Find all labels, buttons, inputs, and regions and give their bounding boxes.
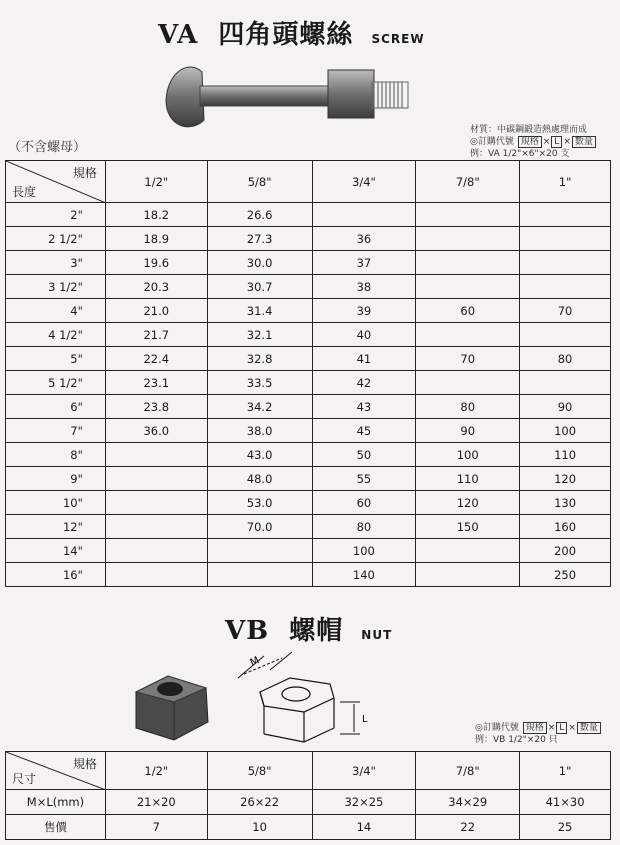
price-cell: 10 <box>207 815 312 840</box>
weight-cell <box>416 227 520 251</box>
material-note: 材質：中碳鋼鍛造熱處理而成 <box>470 125 588 135</box>
weight-cell: 21.7 <box>105 323 207 347</box>
weight-cell: 70 <box>520 299 611 323</box>
length-cell: 6" <box>6 395 106 419</box>
weight-cell: 41 <box>312 347 416 371</box>
weight-cell: 60 <box>312 491 416 515</box>
weight-cell: 90 <box>520 395 611 419</box>
length-cell: 5" <box>6 347 106 371</box>
table-row <box>6 251 611 275</box>
col-header: 1" <box>520 161 611 203</box>
table-row <box>6 563 611 587</box>
weight-cell: 38 <box>312 275 416 299</box>
weight-cell <box>416 371 520 395</box>
col-header: 1/2" <box>105 161 207 203</box>
length-cell: 8" <box>6 443 106 467</box>
table-row <box>6 515 611 539</box>
weight-cell: 36 <box>312 227 416 251</box>
nut-order-code-note: ◎訂購代號 規格 × L × 數量 <box>475 722 602 734</box>
weight-cell <box>105 563 207 587</box>
weight-cell <box>520 371 611 395</box>
weight-cell: 53.0 <box>207 491 312 515</box>
table-row <box>6 419 611 443</box>
weight-cell: 130 <box>520 491 611 515</box>
weight-cell: 110 <box>520 443 611 467</box>
table-row <box>6 491 611 515</box>
weight-cell: 36.0 <box>105 419 207 443</box>
weight-cell <box>416 323 520 347</box>
weight-cell: 80 <box>520 347 611 371</box>
nut-notes <box>475 722 602 746</box>
weight-cell <box>105 443 207 467</box>
screw-title <box>158 14 425 51</box>
weight-cell <box>520 275 611 299</box>
weight-cell: 200 <box>520 539 611 563</box>
weight-cell: 30.0 <box>207 251 312 275</box>
weight-cell <box>105 467 207 491</box>
col-header: 7/8" <box>416 161 520 203</box>
weight-cell: 31.4 <box>207 299 312 323</box>
nut-title-en: NUT <box>361 628 393 642</box>
length-cell: 3" <box>6 251 106 275</box>
price-cell: 7 <box>105 815 207 840</box>
diagram-m-label: M <box>248 655 262 669</box>
weight-cell: 39 <box>312 299 416 323</box>
weight-cell: 45 <box>312 419 416 443</box>
length-cell: 3 1/2" <box>6 275 106 299</box>
nut-corner-cell: 規格 尺寸 <box>6 752 106 790</box>
order-code-note: ◎訂購代號 規格 × L × 數量 <box>470 136 597 148</box>
col-header: 3/4" <box>312 752 416 790</box>
weight-cell <box>520 323 611 347</box>
price-label: 售價 <box>6 815 106 840</box>
price-cell: 22 <box>416 815 520 840</box>
nut-title <box>225 610 392 647</box>
weight-cell <box>416 563 520 587</box>
weight-cell <box>207 563 312 587</box>
table-row <box>6 203 611 227</box>
screw-notes <box>470 124 597 160</box>
table-row <box>6 323 611 347</box>
weight-cell <box>416 539 520 563</box>
col-header: 1/2" <box>105 752 207 790</box>
length-cell: 14" <box>6 539 106 563</box>
nut-example-note: 例：VB 1/2"×20 只 <box>475 735 558 745</box>
weight-cell: 20.3 <box>105 275 207 299</box>
screw-illustration <box>160 50 420 140</box>
price-cell: 25 <box>520 815 611 840</box>
screw-title-cn: 四角頭螺絲 <box>218 20 354 50</box>
weight-cell: 100 <box>416 443 520 467</box>
weight-cell: 110 <box>416 467 520 491</box>
weight-cell: 33.5 <box>207 371 312 395</box>
nut-ml-row <box>6 790 611 815</box>
table-row <box>6 443 611 467</box>
weight-cell <box>312 203 416 227</box>
table-row <box>6 467 611 491</box>
weight-cell <box>207 539 312 563</box>
weight-cell: 18.9 <box>105 227 207 251</box>
screw-title-en: SCREW <box>371 32 425 46</box>
nut-header-row <box>6 752 611 790</box>
screw-corner-cell: 規格 長度 <box>6 161 106 203</box>
weight-cell: 18.2 <box>105 203 207 227</box>
screw-header-row <box>6 161 611 203</box>
length-cell: 7" <box>6 419 106 443</box>
length-cell: 4 1/2" <box>6 323 106 347</box>
table-row <box>6 299 611 323</box>
ml-label: M×L(mm) <box>6 790 106 815</box>
weight-cell: 23.1 <box>105 371 207 395</box>
table-row <box>6 395 611 419</box>
weight-cell: 120 <box>416 491 520 515</box>
weight-cell: 19.6 <box>105 251 207 275</box>
table-row <box>6 371 611 395</box>
weight-cell: 22.4 <box>105 347 207 371</box>
weight-cell: 55 <box>312 467 416 491</box>
weight-cell: 30.7 <box>207 275 312 299</box>
col-header: 5/8" <box>207 161 312 203</box>
nut-code: VB <box>225 616 270 646</box>
weight-cell: 32.1 <box>207 323 312 347</box>
weight-cell: 160 <box>520 515 611 539</box>
col-header: 1" <box>520 752 611 790</box>
weight-cell <box>416 275 520 299</box>
weight-cell <box>416 203 520 227</box>
weight-cell: 150 <box>416 515 520 539</box>
nut-price-row <box>6 815 611 840</box>
weight-cell: 43.0 <box>207 443 312 467</box>
weight-cell: 70.0 <box>207 515 312 539</box>
length-cell: 4" <box>6 299 106 323</box>
weight-cell: 80 <box>312 515 416 539</box>
ml-cell: 21×20 <box>105 790 207 815</box>
nut-photo <box>128 670 214 746</box>
length-cell: 12" <box>6 515 106 539</box>
weight-cell: 250 <box>520 563 611 587</box>
weight-cell <box>520 203 611 227</box>
length-cell: 16" <box>6 563 106 587</box>
weight-cell: 42 <box>312 371 416 395</box>
weight-cell: 48.0 <box>207 467 312 491</box>
example-note: 例：VA 1/2"×6"×20 支 <box>470 149 570 159</box>
weight-cell <box>105 491 207 515</box>
weight-cell <box>520 227 611 251</box>
nut-excluded-note: （不含螺母） <box>8 140 87 155</box>
table-row <box>6 275 611 299</box>
weight-cell: 50 <box>312 443 416 467</box>
weight-cell: 100 <box>520 419 611 443</box>
length-cell: 2 1/2" <box>6 227 106 251</box>
weight-cell: 60 <box>416 299 520 323</box>
length-cell: 5 1/2" <box>6 371 106 395</box>
nut-diagram <box>230 650 390 750</box>
col-header: 3/4" <box>312 161 416 203</box>
col-header: 5/8" <box>207 752 312 790</box>
weight-cell <box>416 251 520 275</box>
nut-spec-table <box>5 751 611 840</box>
price-cell: 14 <box>312 815 416 840</box>
table-row <box>6 347 611 371</box>
weight-cell: 32.8 <box>207 347 312 371</box>
diagram-l-label: L <box>362 714 368 725</box>
weight-cell: 26.6 <box>207 203 312 227</box>
ml-cell: 32×25 <box>312 790 416 815</box>
weight-cell <box>520 251 611 275</box>
ml-cell: 26×22 <box>207 790 312 815</box>
weight-cell: 40 <box>312 323 416 347</box>
nut-title-cn: 螺帽 <box>289 616 344 646</box>
screw-spec-table <box>5 160 611 587</box>
weight-cell: 27.3 <box>207 227 312 251</box>
ml-cell: 34×29 <box>416 790 520 815</box>
length-cell: 9" <box>6 467 106 491</box>
table-row <box>6 539 611 563</box>
screw-code: VA <box>158 20 199 50</box>
weight-cell: 37 <box>312 251 416 275</box>
ml-cell: 41×30 <box>520 790 611 815</box>
col-header: 7/8" <box>416 752 520 790</box>
weight-cell <box>105 539 207 563</box>
weight-cell: 38.0 <box>207 419 312 443</box>
weight-cell: 80 <box>416 395 520 419</box>
weight-cell: 43 <box>312 395 416 419</box>
weight-cell: 21.0 <box>105 299 207 323</box>
weight-cell <box>105 515 207 539</box>
weight-cell: 100 <box>312 539 416 563</box>
table-row <box>6 227 611 251</box>
weight-cell: 120 <box>520 467 611 491</box>
weight-cell: 140 <box>312 563 416 587</box>
weight-cell: 70 <box>416 347 520 371</box>
weight-cell: 23.8 <box>105 395 207 419</box>
length-cell: 2" <box>6 203 106 227</box>
length-cell: 10" <box>6 491 106 515</box>
weight-cell: 34.2 <box>207 395 312 419</box>
weight-cell: 90 <box>416 419 520 443</box>
